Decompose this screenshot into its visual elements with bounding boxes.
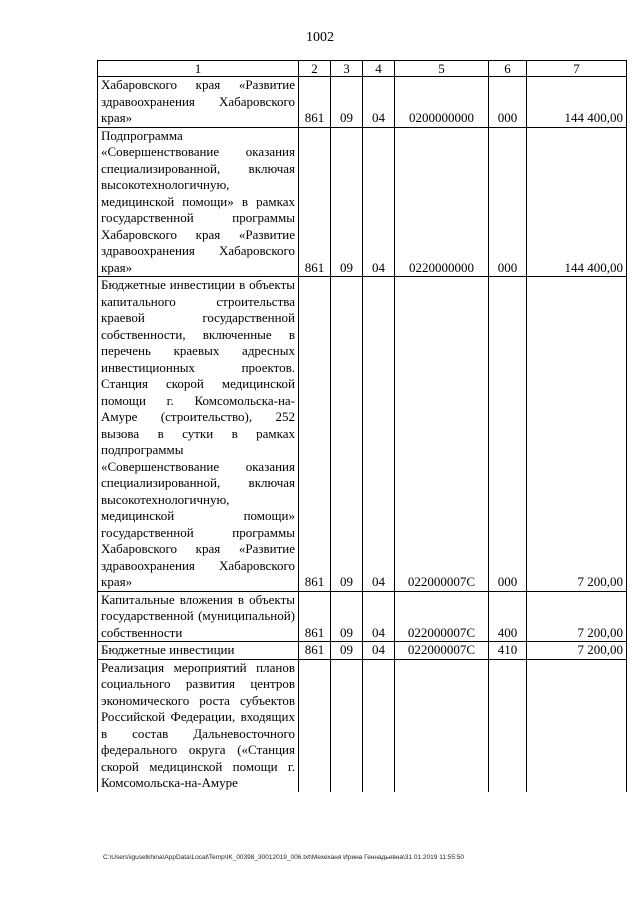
row-name: Бюджетные инвестиции xyxy=(98,642,299,660)
row-code-4: 04 xyxy=(363,127,395,277)
row-code-3: 09 xyxy=(331,591,363,642)
row-code-4: 04 xyxy=(363,277,395,592)
table-row xyxy=(98,659,627,792)
row-code-2: 861 xyxy=(299,127,331,277)
row-name: Подпрограмма «Совершенствование оказания специализированной, включая высокотехнологичную, медицинской помощи» в рамках государственной программы Хабаровского края «Развитие здравоохранения Хабаровского края» xyxy=(98,127,299,277)
row-code-3 xyxy=(331,659,363,792)
table-row xyxy=(98,77,627,128)
row-code-3: 09 xyxy=(331,127,363,277)
row-code-5: 022000007С xyxy=(395,642,489,660)
row-code-5: 022000007С xyxy=(395,277,489,592)
header-col-3: 3 xyxy=(331,61,363,77)
row-code-3: 09 xyxy=(331,77,363,128)
row-amount: 144 400,00 xyxy=(527,77,627,128)
table-row xyxy=(98,591,627,642)
row-code-4: 04 xyxy=(363,77,395,128)
row-code-4 xyxy=(363,659,395,792)
row-code-4: 04 xyxy=(363,642,395,660)
row-code-6 xyxy=(489,659,527,792)
row-code-2: 861 xyxy=(299,77,331,128)
table-row xyxy=(98,127,627,277)
row-code-5: 022000007С xyxy=(395,591,489,642)
header-col-1: 1 xyxy=(98,61,299,77)
row-code-3: 09 xyxy=(331,277,363,592)
row-amount: 7 200,00 xyxy=(527,642,627,660)
table-row xyxy=(98,642,627,660)
page-number: 1002 xyxy=(306,30,334,45)
row-amount: 7 200,00 xyxy=(527,277,627,592)
row-code-5 xyxy=(395,659,489,792)
row-amount: 7 200,00 xyxy=(527,591,627,642)
row-code-5: 0220000000 xyxy=(395,127,489,277)
row-code-6: 000 xyxy=(489,77,527,128)
row-code-4: 04 xyxy=(363,591,395,642)
row-amount xyxy=(527,659,627,792)
header-col-7: 7 xyxy=(527,61,627,77)
row-code-3: 09 xyxy=(331,642,363,660)
row-code-5: 0200000000 xyxy=(395,77,489,128)
row-code-2 xyxy=(299,659,331,792)
row-code-6: 410 xyxy=(489,642,527,660)
row-name: Реализация мероприятий планов социального развития центров экономического роста субъектов Российской Федерации, входящих в состав Дальневосточного федерального округа («Станция скорой медицинской помощи г. Комсомольска-на-Амуре xyxy=(98,659,299,792)
row-code-2: 861 xyxy=(299,642,331,660)
row-code-2: 861 xyxy=(299,591,331,642)
row-code-2: 861 xyxy=(299,277,331,592)
header-col-2: 2 xyxy=(299,61,331,77)
table-row xyxy=(98,277,627,592)
row-name: Бюджетные инвестиции в объекты капитального строительства краевой государственной собственности, включенные в перечень краевых адресных инвестиционных проектов. Станция скорой медицинской помощи г. Комсомольска-на-Амуре (строительство), 252 вызова в сутки в рамках подпрограммы «Совершенствование оказания специализированной, включая высокотехнологичную, медицинской помощи» государственной программы Хабаровского края «Развитие здравоохранения Хабаровского края» xyxy=(98,277,299,592)
header-col-5: 5 xyxy=(395,61,489,77)
budget-table xyxy=(97,60,627,792)
document-footer-path: C:\Users\iguselkhina\AppData\Local\Temp\IK_00398_30012019_006.txt\Мехеханя Ирина Геннадьевна\31.01.2019 11:55:50 xyxy=(103,854,465,861)
row-name: Хабаровского края «Развитие здравоохранения Хабаровского края» xyxy=(98,77,299,128)
row-code-6: 400 xyxy=(489,591,527,642)
header-col-6: 6 xyxy=(489,61,527,77)
row-name: Капитальные вложения в объекты государственной (муниципальной) собственности xyxy=(98,591,299,642)
row-code-6: 000 xyxy=(489,127,527,277)
row-amount: 144 400,00 xyxy=(527,127,627,277)
header-col-4: 4 xyxy=(363,61,395,77)
table-header-row xyxy=(98,61,627,77)
row-code-6: 000 xyxy=(489,277,527,592)
